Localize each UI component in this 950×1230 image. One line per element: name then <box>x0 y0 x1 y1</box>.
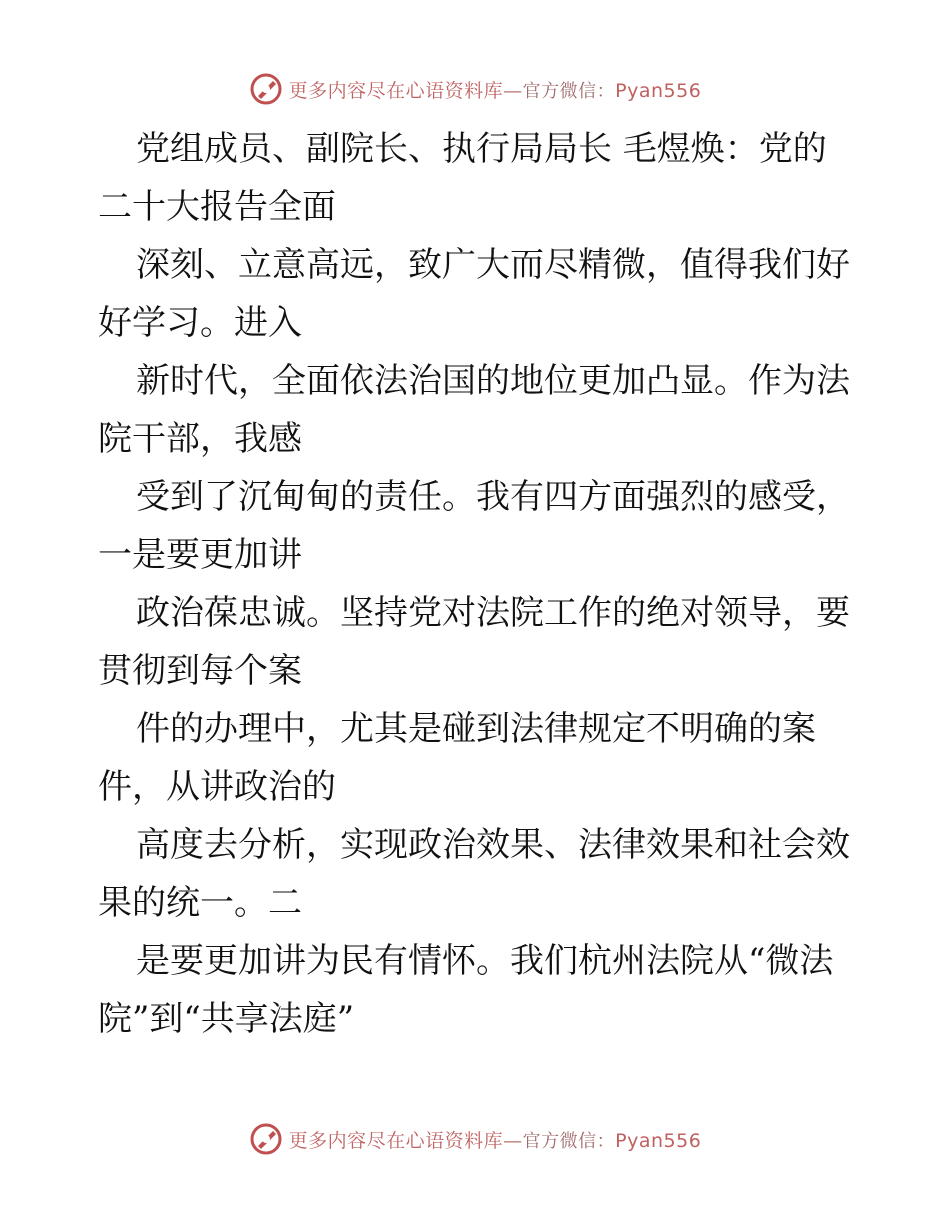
paragraph-line: 深刻、立意高远，致广大而尽精微，值得我们好 <box>136 245 850 285</box>
paragraph-line: 高度去分析，实现政治效果、法律效果和社会效 <box>136 825 850 865</box>
paragraph-line: 果的统一。二 <box>98 883 302 923</box>
watermark-official: 官方微信： <box>522 80 616 102</box>
paragraph-line: 新时代，全面依法治国的地位更加凸显。作为法 <box>136 361 850 401</box>
paragraph-line: 二十大报告全面 <box>98 187 336 227</box>
watermark-main: 更多内容尽在心语资料库 <box>288 79 504 102</box>
paragraph-line: 党组成员、副院长、执行局局长 毛煜焕：党的 <box>136 129 827 169</box>
paragraph-line: 是要更加讲为民有情怀。我们杭州法院从“微法 <box>136 941 834 981</box>
paragraph-line: 贯彻到每个案 <box>98 651 302 691</box>
paragraph-line: 受到了沉甸甸的责任。我有四方面强烈的感受， <box>136 477 850 517</box>
paragraph-line: 件的办理中，尤其是碰到法律规定不明确的案 <box>136 709 816 749</box>
watermark-dash: — <box>503 79 523 102</box>
paragraph <box>98 120 878 236</box>
logo-icon <box>249 72 283 106</box>
paragraph <box>98 932 878 1048</box>
watermark-main: 更多内容尽在心语资料库 <box>288 1129 504 1152</box>
watermark-official: 官方微信： <box>522 1130 616 1152</box>
watermark-text <box>289 76 702 103</box>
watermark-id: Pyan556 <box>615 79 702 102</box>
paragraph <box>98 468 878 584</box>
paragraph <box>98 584 878 700</box>
paragraph <box>98 700 878 816</box>
paragraph <box>98 352 878 468</box>
paragraph <box>98 816 878 932</box>
watermark-dash: — <box>503 1129 523 1152</box>
paragraph-line: 院干部，我感 <box>98 419 302 459</box>
watermark-header <box>0 72 950 106</box>
document-body <box>98 120 878 1048</box>
watermark-footer <box>0 1122 950 1156</box>
watermark-id: Pyan556 <box>615 1129 702 1152</box>
paragraph-line: 件，从讲政治的 <box>98 767 336 807</box>
paragraph-line: 一是要更加讲 <box>98 535 302 575</box>
paragraph-line: 政治葆忠诚。坚持党对法院工作的绝对领导，要 <box>136 593 850 633</box>
paragraph-line: 好学习。进入 <box>98 303 302 343</box>
paragraph <box>98 236 878 352</box>
logo-icon <box>249 1122 283 1156</box>
paragraph-line: 院”到“共享法庭” <box>98 999 355 1039</box>
watermark-text <box>289 1126 702 1153</box>
